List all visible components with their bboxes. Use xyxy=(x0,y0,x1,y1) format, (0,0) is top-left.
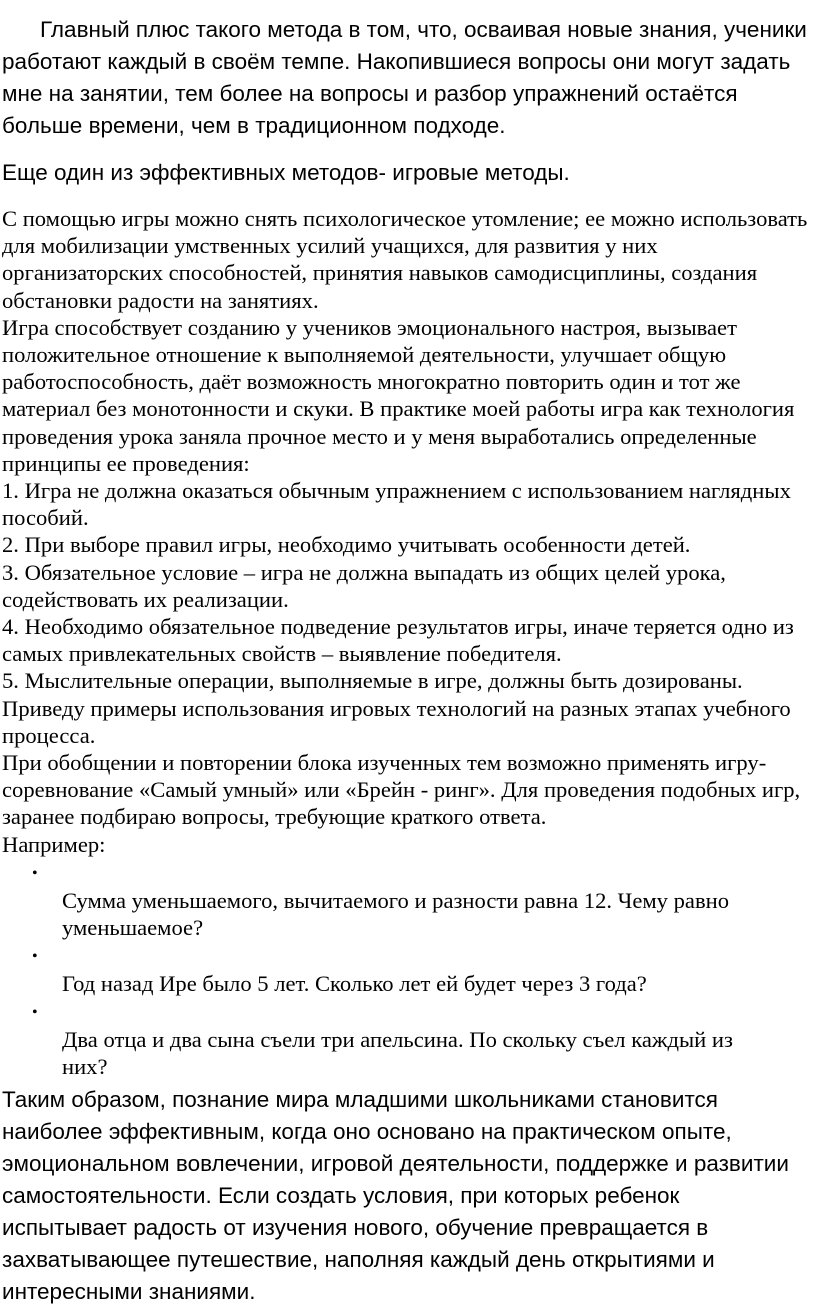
body-line: Игра способствует созданию у учеников эмоционального настроя, вызывает положительное отношение к выполняемой деятельности, улучшает общую работоспособность, даёт возможность многократно повторить один и тот же материал без монотонности и скуки. В практике моей работы игра как технология проведения урока заняла прочное место и у меня выработались определенные принципы ее проведения: xyxy=(2,314,795,476)
example-question: Сумма уменьшаемого, вычитаемого и разности равна 12. Чему равно уменьшаемое? xyxy=(62,888,730,940)
principle-1: 1. Игра не должна оказаться обычным упражнением с использованием наглядных пособий. xyxy=(2,478,791,531)
principle-2: 2. При выборе правил игры, необходимо учитывать особенности детей. xyxy=(2,532,691,558)
principle-4: 4. Необходимо обязательное подведение результатов игры, иначе теряется одно из самых привлекательных свойств – выявление победителя. xyxy=(2,614,794,667)
list-item xyxy=(0,860,774,943)
body-line: С помощью игры можно снять психологическое утомление; ее можно использовать для мобилизации умственных усилий учащихся, для развития у них организаторских способностей, принятия навыков самодисциплины, создания обстановки радости на занятиях. xyxy=(2,206,808,313)
games-method-heading: Еще один из эффективных методов- игровые методы. xyxy=(2,160,570,185)
conclusion-paragraph: Таким образом, познание мира младшими школьниками становится наиболее эффективным, когда оно основано на практическом опыте, эмоциональном вовлечении, игровой деятельности, поддержке и развитии самостоятельности. Если создать условия, при которых ребенок испытывает радость от изучения нового, обучение превращается в захватывающее путешествие, наполняя каждый день открытиями и интересными знаниями. xyxy=(2,1087,789,1304)
list-item xyxy=(0,999,774,1080)
example-question: Год назад Ире было 5 лет. Сколько лет ей будет через 3 года? xyxy=(62,971,647,996)
principle-3: 3. Обязательное условие – игра не должна выпадать из общих целей урока, содействовать их реализации. xyxy=(2,559,726,612)
example-question: Два отца и два сына съели три апельсина. По скольку съел каждый из них? xyxy=(62,1027,733,1079)
bullet-icon: • xyxy=(32,948,38,965)
body-line: Приведу примеры использования игровых технологий на разных этапах учебного процесса. xyxy=(2,695,791,748)
examples-intro: Например: xyxy=(2,831,106,857)
list-item xyxy=(0,943,774,999)
principle-5: 5. Мыслительные операции, выполняемые в игре, должны быть дозированы. xyxy=(2,668,743,694)
bullet-icon: • xyxy=(32,1004,38,1021)
bullet-icon: • xyxy=(32,865,38,882)
body-line: При обобщении и повторении блока изученных тем возможно применять игру-соревнование «Самый умный» или «Брейн - ринг». Для проведения подобных игр, заранее подбираю вопросы, требующие краткого ответа. xyxy=(2,750,801,830)
examples-list xyxy=(0,860,810,1080)
intro-paragraph: Главный плюс такого метода в том, что, осваивая новые знания, ученики работают каждый в своём темпе. Накопившиеся вопросы они могут задать мне на занятии, тем более на вопросы и разбор упражнений остаётся больше времени, чем в традиционном подходе. xyxy=(2,17,807,138)
games-body-text xyxy=(0,205,812,858)
